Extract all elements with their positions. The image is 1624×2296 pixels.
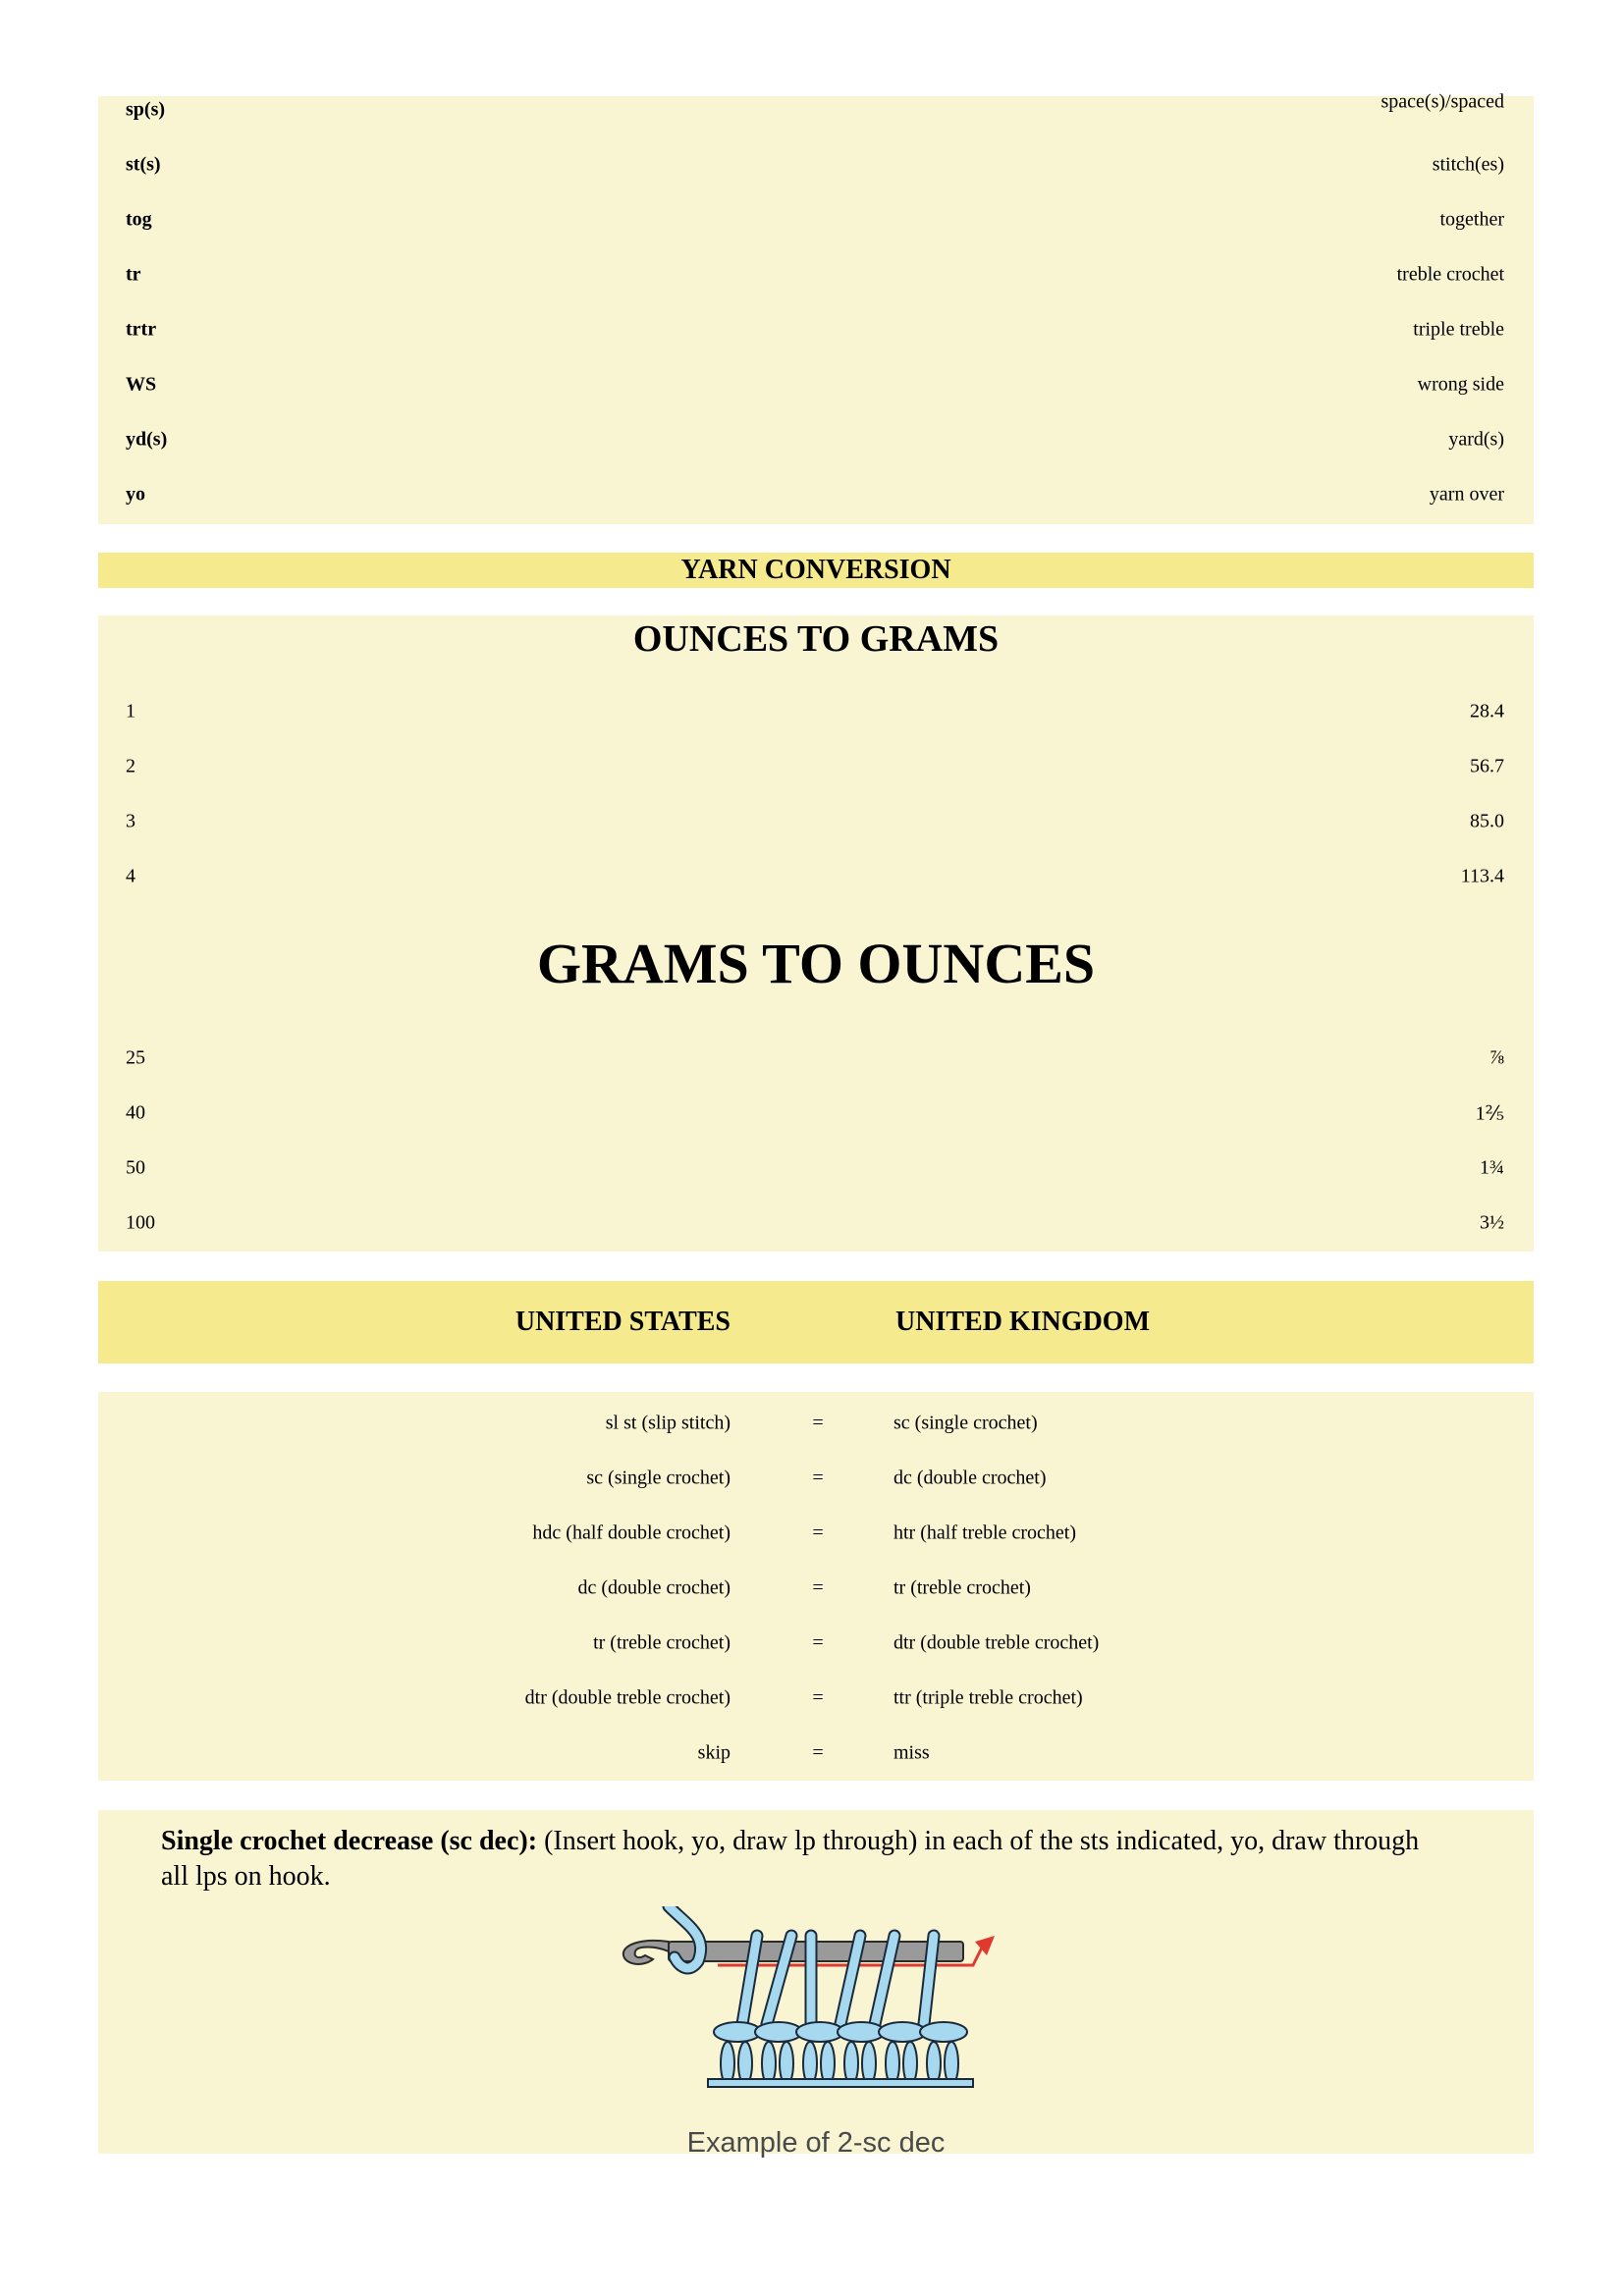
uk-term: dtr (double treble crochet) [893,1631,1100,1654]
us-term: skip [697,1741,731,1764]
abbreviation-meaning: stitch(es) [1432,153,1504,176]
us-header: UNITED STATES [514,1307,731,1337]
us-term: sl st (slip stitch) [605,1412,731,1434]
abbreviation-row [98,137,1534,192]
grams-row [98,1196,1534,1251]
us-term: tr (treble crochet) [593,1631,731,1654]
sc-dec-description [161,1824,1435,1895]
yarn-conversion-band [98,553,1534,588]
yarn-conversion-title: YARN CONVERSION [680,555,951,585]
term-row [98,1451,1534,1506]
equals-sign: = [812,1412,824,1434]
terms-panel [98,1392,1534,1781]
abbreviation-row [98,357,1534,412]
grams-value: 28.4 [1470,700,1504,722]
ounces-value: 1⅖ [1475,1102,1504,1125]
abbreviation: tog [126,208,152,231]
uk-term: miss [893,1741,930,1764]
grams-row [98,1031,1534,1086]
uk-term: sc (single crochet) [893,1412,1038,1434]
grams-row [98,1086,1534,1141]
abbreviation-meaning: wrong side [1417,373,1504,396]
ounces-value: 3½ [1480,1211,1504,1234]
sc-dec-illustration [610,1906,1022,2103]
term-row [98,1396,1534,1451]
ounces-value: 1¾ [1480,1156,1504,1179]
term-row [98,1671,1534,1726]
grams-to-ounces-title: GRAMS TO OUNCES [536,932,1096,995]
uk-term: ttr (triple treble crochet) [893,1686,1083,1709]
abbreviation-row [98,82,1534,137]
ounces-to-grams-title: OUNCES TO GRAMS [632,618,1000,660]
sc-dec-panel [98,1810,1534,2159]
equals-sign: = [812,1686,824,1709]
grams-value: 40 [126,1101,145,1124]
base-chain [708,2079,973,2087]
term-row [98,1616,1534,1671]
equals-sign: = [812,1576,824,1599]
abbreviation-row [98,192,1534,247]
ounces-row [98,849,1534,904]
grams-value: 100 [126,1211,155,1234]
us-term: dtr (double treble crochet) [524,1686,731,1709]
equals-sign: = [812,1631,824,1654]
abbreviation-row [98,412,1534,467]
equals-sign: = [812,1522,824,1544]
abbreviation-row [98,302,1534,357]
abbreviation: trtr [126,318,157,341]
hook-head [623,1941,669,1964]
term-row [98,1561,1534,1616]
ounces-value: 2 [126,755,135,777]
us-term: hdc (half double crochet) [532,1522,731,1544]
term-row [98,1506,1534,1561]
grams-value: 113.4 [1460,865,1504,887]
abbreviation: yd(s) [126,428,168,451]
abbreviation: tr [126,263,141,286]
sc-dec-instruction: (Insert hook, yo, draw lp through) in each of the sts indicated, yo, draw through all lps on hook. [161,1826,1420,1892]
grams-value: 85.0 [1470,810,1504,832]
terms-header-band [98,1281,1534,1363]
us-term: sc (single crochet) [586,1467,731,1489]
grams-value: 50 [126,1156,145,1179]
conversion-panel [98,615,1534,1252]
abbreviation: WS [126,373,157,396]
abbreviation-row [98,467,1534,522]
abbreviations-panel [98,90,1534,524]
ounces-row [98,739,1534,794]
abbreviation: yo [126,483,145,506]
uk-header: UNITED KINGDOM [895,1307,1151,1337]
abbreviation: st(s) [126,153,161,176]
ounces-value: ⅞ [1489,1046,1504,1069]
uk-term: dc (double crochet) [893,1467,1047,1489]
equals-sign: = [812,1467,824,1489]
abbreviation-meaning: treble crochet [1396,263,1504,286]
ounces-value: 1 [126,700,135,722]
illustration-caption: Example of 2-sc dec [686,2127,946,2159]
term-row [98,1726,1534,1781]
ounces-row [98,794,1534,849]
ounces-value: 3 [126,810,135,832]
ounces-value: 4 [126,865,135,887]
us-term: dc (double crochet) [577,1576,731,1599]
grams-value: 25 [126,1046,145,1069]
equals-sign: = [812,1741,824,1764]
uk-term: tr (treble crochet) [893,1576,1031,1599]
abbreviation-meaning: space(s)/spaced [1380,90,1504,113]
grams-value: 56.7 [1470,755,1504,777]
abbreviation-meaning: yarn over [1429,483,1504,506]
uk-term: htr (half treble crochet) [893,1522,1077,1544]
abbreviation-meaning: yard(s) [1448,428,1504,451]
abbreviation-meaning: triple treble [1413,318,1504,341]
sc-dec-term: Single crochet decrease (sc dec): [161,1826,538,1856]
ounces-row [98,684,1534,739]
abbreviation-row [98,247,1534,302]
grams-row [98,1141,1534,1196]
abbreviation-meaning: together [1439,208,1504,231]
abbreviation: sp(s) [126,98,166,121]
